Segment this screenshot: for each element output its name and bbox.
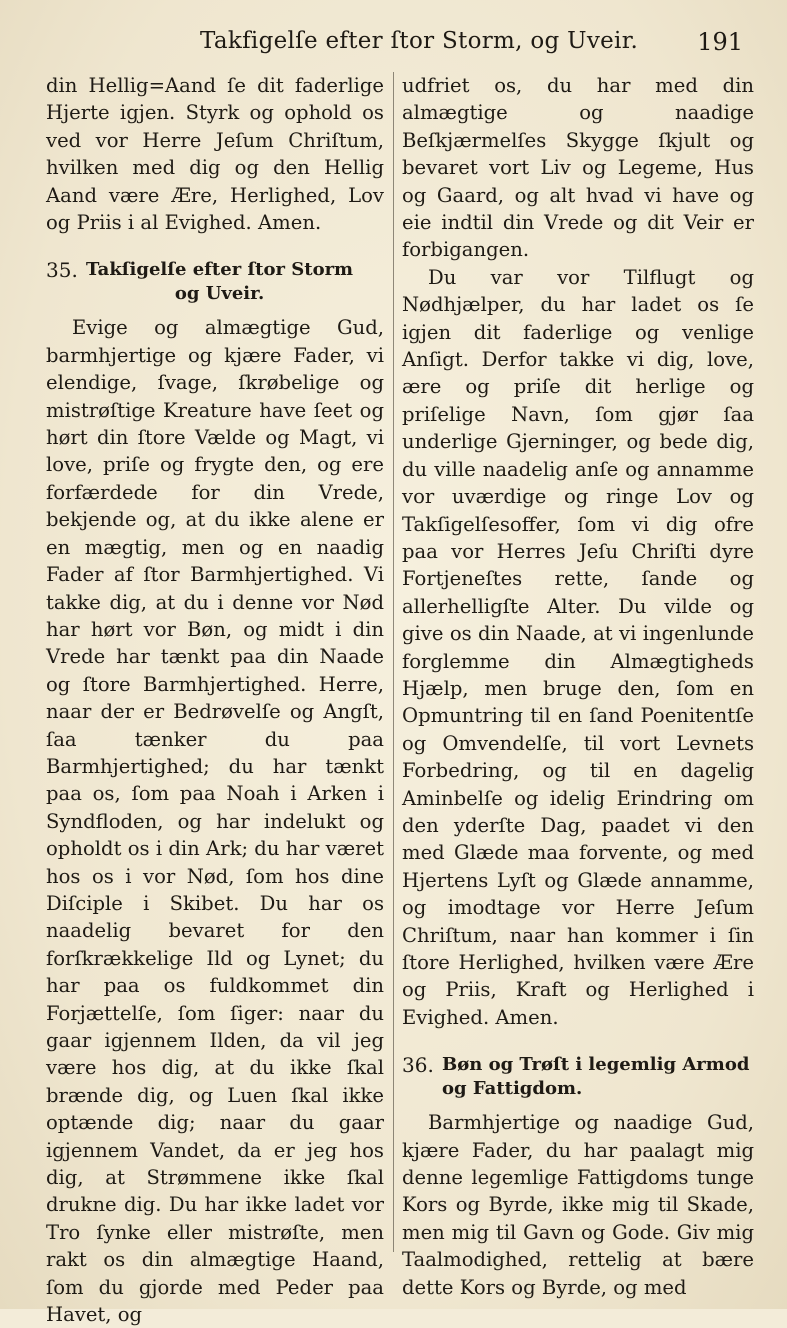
- section-35-body: Evige og almægtige Gud, barmhjertige og kjære Fader, vi elendige, ſvage, ſkrøbelige og mistrøſtige Kreature have ſeet og hørt din ſtore Vælde og Magt, vi love, priſe og frygte den, og ere forfærdede for din Vrede, bekjende og, at du ikke alene er en mægtig, men og en naadig Fader af ſtor Barmhjertighed. Vi takke dig, at du i denne vor Nød har hørt vor Bøn, og midt i din Vrede har tænkt paa din Naade og ſtore Barmhjertighed. Herre, naar der er Bedrøvelſe og Angſt, ſaa tænker du paa Barmhjertighed; du har tænkt paa os, ſom paa Noah i Arken i Syndfloden, og har indelukt og opholdt os i din Ark; du har været hos os i vor Nød, ſom hos dine Diſciple i Skibet. Du har os naadelig bevaret for den forſkrækkelige Ild og Lynet; du har paa os fuldkommet din Forjættelſe, ſom ſiger: naar du gaar igjennem Ilden, da vil jeg være hos dig, at du ikke ſkal brænde dig, og Luen ſkal ikke optænde dig; naar du gaar igjennem Vandet, da er jeg hos dig, at Strømmene ikke ſkal drukne dig. Du har ikke ladet vor Tro ſynke eller mistrøſte, men rakt os din almægtige Haand, ſom du gjorde med Peder paa Havet, og: [46, 316, 384, 1327]
- section-35-title: [86, 258, 353, 306]
- page-number: 191: [697, 28, 743, 56]
- column-divider: [393, 72, 394, 1252]
- section-35-title-line1: Takſigelſe efter ſtor Storm: [86, 259, 354, 281]
- page-header: [40, 26, 743, 60]
- section-36-body: Barmhjertige og naadige Gud, kjære Fader, du har paalagt mig denne legemlige Fattigdoms tunge Kors og Byrde, ikke mig til Skade, men mig til Gavn og Gode. Giv mig Taalmodighed, rettelig at bære dette Kors og Byrde, og med: [402, 1111, 754, 1299]
- section-35-title-line2: og Uveir.: [174, 283, 265, 305]
- section-36-heading: [402, 1053, 754, 1101]
- section-36-title: Bøn og Trøſt i legemlig Armod og Fattigdom.: [442, 1054, 750, 1100]
- intro-paragraph: din Hellig=Aand ſe dit faderlige Hjerte igjen. Styrk og ophold os ved vor Herre Jeſum Chriſtum, hvilken med dig og den Hellig Aand være Ære, Herlighed, Lov og Priis i al Evighed. Amen.: [46, 74, 384, 235]
- continued-paragraph: udfriet os, du har med din almægtige og naadige Beſkjærmelſes Skygge ſkjult og bevaret vort Liv og Legeme, Hus og Gaard, og alt hvad vi have og eie indtil din Vrede og dit Veir er forbigangen.: [402, 74, 754, 262]
- section-35-number: 35.: [46, 258, 78, 283]
- running-title: Takfigelſe efter ſtor Storm, og Uveir.: [200, 28, 639, 54]
- section-35-body-2: Du var vor Tilflugt og Nødhjælper, du har ladet os ſe igjen dit faderlige og venlige Anſigt. Derfor takke vi dig, love, ære og priſe dit herlige og priſelige Navn, ſom gjør ſaa underlige Gjerninger, og bede dig, du ville naadelig anſe og annamme vor uværdige og ringe Lov og Takſigelſesoffer, ſom vi dig ofre paa vor Herres Jeſu Chriſti dyre Fortjeneſtes rette, ſande og allerhelligſte Alter. Du vilde og give os din Naade, at vi ingenlunde forglemme din Almægtigheds Hjælp, men bruge den, ſom en Opmuntring til en ſand Poenitentſe og Omvendelſe, til vort Levnets Forbedring, og til en dagelig Aminbelſe og idelig Erindring om den yderſte Dag, paadet vi den med Glæde maa forvente, og med Hjertens Lyſt og Glæde annamme, og imodtage vor Herre Jeſum Chriſtum, naar han kommer i ſin ſtore Herlighed, hvilken være Ære og Priis, Kraft og Herlighed i Evighed. Amen.: [402, 265, 754, 1029]
- section-35-heading: [46, 258, 384, 306]
- left-column: [46, 72, 384, 1328]
- right-column: [402, 72, 754, 1301]
- section-36-number: 36.: [402, 1053, 434, 1078]
